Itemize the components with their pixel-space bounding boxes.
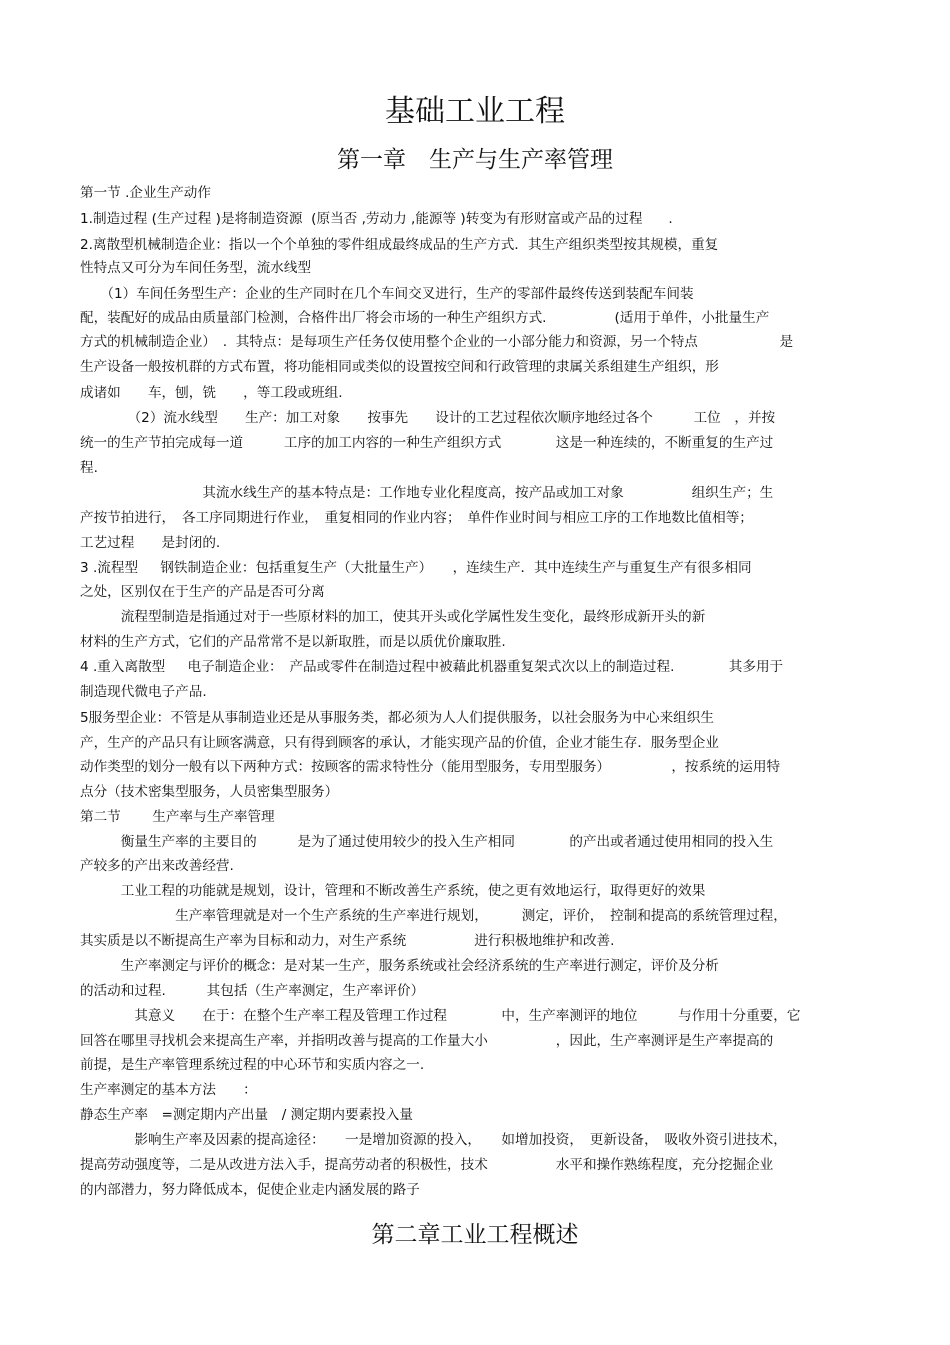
text-line: 方式的机械制造企业） . 其特点：是每项生产任务仅使用整个企业的一小部分能力和资源，另一个特点 是 xyxy=(80,334,794,350)
text-line: 性特点又可分为车间任务型，流水线型 xyxy=(80,260,312,276)
text-line: 的内部潜力，努力降低成本，促使企业走内涵发展的路子 xyxy=(80,1182,420,1198)
text-line: 之处，区别仅在于生产的产品是否可分离 xyxy=(80,584,325,600)
text-line: 2.离散型机械制造企业：指以一个个单独的零件组成最终成品的生产方式．其生产组织类型按其规模，重复 xyxy=(80,237,719,253)
text-line: 回答在哪里寻找机会来提高生产率，并指明改善与提高的工作量大小 ，因此，生产率测评是生产率提高的 xyxy=(80,1033,774,1049)
text-line: 工艺过程 是封闭的. xyxy=(80,535,221,551)
text-line: 工业工程的功能就是规划，设计，管理和不断改善生产系统，使之更有效地运行，取得更好的效果 xyxy=(80,883,706,899)
text-line: 生产率管理就是对一个生产系统的生产率进行规划， 测定，评价， 控制和提高的系统管理过程， xyxy=(80,908,787,924)
text-line: 生产设备一般按机群的方式布置，将功能相同或类似的设置按空间和行政管理的隶属关系组建生产组织，形 xyxy=(80,359,719,375)
text-line: 3 .流程型 钢铁制造企业：包括重复生产（大批量生产） ，连续生产．其中连续生产与重复生产有很多相同 xyxy=(80,560,752,576)
chapter-2-heading: 第二章工业工程概述 xyxy=(371,1222,579,1248)
text-line: 1.制造过程 (生产过程 )是将制造资源 (原当否 ,劳动力 ,能源等 )转变为有形财富或产品的过程 . xyxy=(80,211,673,227)
text-line: 配，装配好的成品由质量部门检测，合格件出厂将会市场的一种生产组织方式. (适用于单件，小批量生产 xyxy=(80,310,770,326)
text-line: 衡量生产率的主要目的 是为了通过使用较少的投入生产相同 的产出或者通过使用相同的投入生 xyxy=(80,834,774,850)
text-line: 制造现代微电子产品. xyxy=(80,684,207,700)
text-line: 动作类型的划分一般有以下两种方式：按顾客的需求特性分（能用型服务，专用型服务） ，按系统的运用特 xyxy=(80,759,781,775)
text-line: 前提，是生产率管理系统过程的中心环节和实质内容之一. xyxy=(80,1057,425,1073)
text-line: 点分（技术密集型服务，人员密集型服务） xyxy=(80,784,339,800)
text-line: 的活动和过程. 其包括（生产率测定，生产率评价） xyxy=(80,983,425,999)
text-line: （2）流水线型 生产：加工对象 按事先 设计的工艺过程依次顺序地经过各个 工位 ，并按 xyxy=(80,410,776,426)
text-line: 其意义 在于：在整个生产率工程及管理工作过程 中，生产率测评的地位 与作用十分重要，它 xyxy=(80,1008,801,1024)
text-line: 生产率测定与评价的概念：是对某一生产，服务系统或社会经济系统的生产率进行测定，评价及分析 xyxy=(80,958,719,974)
section-heading: 第二节 生产率与生产率管理 xyxy=(80,809,275,825)
text-line: 5服务型企业：不管是从事制造业还是从事服务类，都必须为人人们提供服务，以社会服务为中心来组织生 xyxy=(80,710,714,726)
text-line: 影响生产率及因素的提高途径： 一是增加资源的投入， 如增加投资， 更新设备， 吸收外资引进技术， xyxy=(80,1132,787,1148)
text-line: 产，生产的产品只有让顾客满意，只有得到顾客的承认，才能实现产品的价值，企业才能生存．服务型企业 xyxy=(80,735,719,751)
text-line: 其流水线生产的基本特点是：工作地专业化程度高，按产品或加工对象 组织生产；生 xyxy=(80,485,774,501)
document-title: 基础工业工程 xyxy=(385,94,565,129)
text-line: 4 .重入离散型 电子制造企业： 产品或零件在制造过程中被藉此机器重复架式次以上的制造过程. 其多用于 xyxy=(80,659,784,675)
text-line: 成诸如 车，刨，铣 ，等工段或班组. xyxy=(80,385,343,401)
text-line: （1）车间任务型生产：企业的生产同时在几个车间交叉进行，生产的零部件最终传送到装配车间装 xyxy=(80,286,694,302)
text-line: 统一的生产节拍完成每一道 工序的加工内容的一种生产组织方式 这是一种连续的，不断重复的生产过 xyxy=(80,435,774,451)
text-line: 产按节拍进行， 各工序同期进行作业， 重复相同的作业内容； 单件作业时间与相应工序的工作地数比值相等； xyxy=(80,510,753,526)
text-line: 提高劳动强度等，二是从改进方法入手，提高劳动者的积极性，技术 水平和操作熟练程度，充分挖掘企业 xyxy=(80,1157,774,1173)
text-line: 材料的生产方式，它们的产品常常不是以新取胜，而是以质优价廉取胜. xyxy=(80,634,506,650)
text-line: 其实质是以不断提高生产率为目标和动力，对生产系统 进行积极地维护和改善. xyxy=(80,933,615,949)
text-line: 程. xyxy=(80,460,98,476)
chapter-1-heading: 第一章 生产与生产率管理 xyxy=(337,147,613,173)
text-line: 静态生产率 =测定期内产出量 / 测定期内要素投入量 xyxy=(80,1107,413,1123)
text-line: 流程型制造是指通过对于一些原材料的加工，使其开头或化学属性发生变化，最终形成新开头的新 xyxy=(80,609,706,625)
text-line: 第一节 .企业生产动作 xyxy=(80,185,211,201)
text-line: 产较多的产出来改善经营. xyxy=(80,858,234,874)
text-line: 生产率测定的基本方法 ： xyxy=(80,1082,257,1098)
